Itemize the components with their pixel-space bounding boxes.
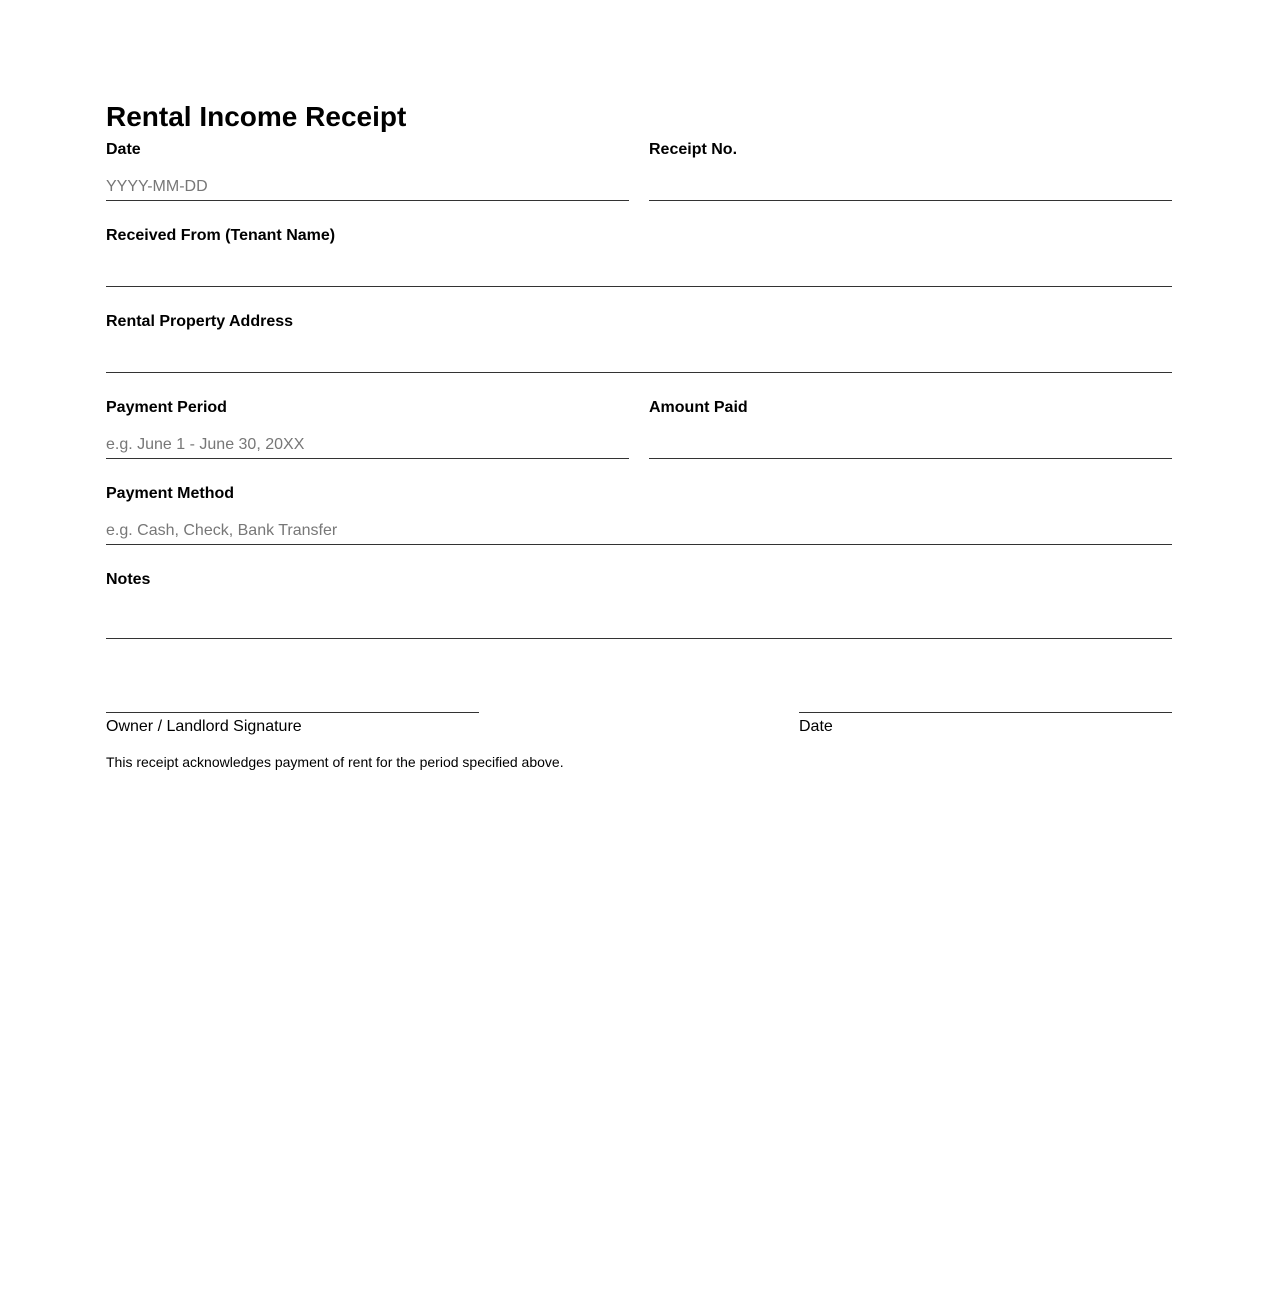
- payment-method-input[interactable]: [106, 510, 1172, 545]
- payment-period-field-group: [106, 398, 629, 459]
- tenant-name-field-group: [106, 226, 1172, 287]
- payment-period-label: Payment Period: [106, 399, 227, 416]
- footer-note: This receipt acknowledges payment of rent for the period specified above.: [106, 754, 564, 770]
- property-address-label: Rental Property Address: [106, 313, 294, 330]
- date-label: Date: [106, 141, 141, 158]
- owner-signature-block: [106, 712, 479, 737]
- receipt-no-label: Receipt No.: [649, 141, 738, 158]
- date-field-group: [106, 140, 629, 201]
- payment-method-field-group: [106, 484, 1172, 545]
- payment-period-input[interactable]: [106, 424, 629, 459]
- notes-field-group: [106, 570, 1172, 639]
- page-title: Rental Income Receipt: [106, 101, 407, 132]
- owner-signature-line[interactable]: [106, 712, 479, 713]
- amount-paid-input[interactable]: [649, 424, 1172, 459]
- signature-date-block: [799, 712, 1172, 737]
- property-address-input[interactable]: [106, 338, 1172, 373]
- tenant-name-input[interactable]: [106, 252, 1172, 287]
- notes-textarea[interactable]: [106, 596, 1172, 639]
- notes-label: Notes: [106, 571, 151, 588]
- payment-method-label: Payment Method: [106, 485, 235, 502]
- signature-date-line[interactable]: [799, 712, 1172, 713]
- signature-date-label: Date: [799, 718, 833, 735]
- tenant-name-label: Received From (Tenant Name): [106, 227, 336, 244]
- amount-paid-field-group: [649, 398, 1172, 459]
- receipt-no-input[interactable]: [649, 166, 1172, 201]
- date-input[interactable]: [106, 166, 629, 201]
- receipt-no-field-group: [649, 140, 1172, 201]
- property-address-field-group: [106, 312, 1172, 373]
- owner-signature-label: Owner / Landlord Signature: [106, 718, 302, 735]
- amount-paid-label: Amount Paid: [649, 399, 748, 416]
